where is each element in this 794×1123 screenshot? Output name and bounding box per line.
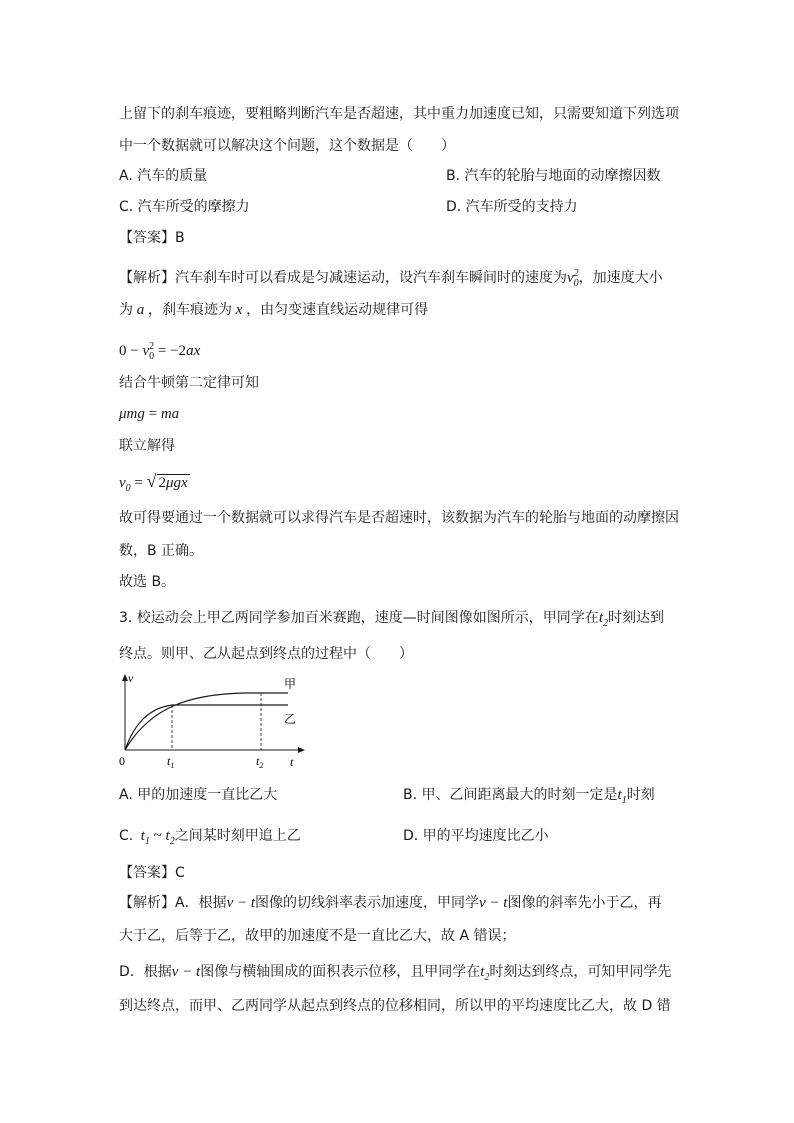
vt-graph: [110, 672, 310, 772]
v-t-symbol: v − t: [479, 895, 508, 911]
option-text: C.: [119, 828, 134, 844]
symbol-a: a: [133, 302, 148, 318]
analysis-text: A．根据: [175, 895, 227, 911]
analysis-text: D．根据: [119, 964, 172, 980]
label-yi: 乙: [284, 712, 297, 726]
option-text: 时刻: [626, 787, 655, 803]
analysis-text: ，刹车痕迹为: [148, 302, 232, 318]
t2-label: $t_2$: [256, 754, 264, 770]
analysis-text: ，由匀变速直线运动规律可得: [246, 302, 429, 318]
option-text: B. 甲、乙间距离最大的时刻一定是: [403, 787, 618, 803]
q3-option-a: A. 甲的加速度一直比乙大: [119, 787, 278, 803]
t1-label: $t_1$: [167, 754, 175, 770]
q3-analysis-d1: [119, 962, 671, 988]
q3-option-b: [403, 785, 655, 811]
v-t-symbol: v − t: [226, 895, 256, 911]
q2-analysis-line7: 故选 B。: [119, 574, 176, 590]
v0-squared: $v_0^2$: [567, 268, 579, 289]
q3-analysis-a2: 大于乙，后等于乙，故甲的加速度不是一直比乙大，故 A 错误；: [119, 928, 516, 944]
v-t-symbol: v − t: [171, 964, 201, 980]
q3-stem-text: 时刻达到: [607, 610, 664, 626]
q2-analysis-line5: 故可得要通过一个数据就可以求得汽车是否超速时，该数据为汽车的轮胎与地面的动摩擦因: [119, 510, 679, 526]
t2-symbol: $t_2$: [480, 964, 490, 983]
t1-symbol: $t_1$: [617, 787, 627, 806]
q2-option-a: A. 汽车的质量: [119, 168, 208, 184]
axis-label-t: t: [290, 755, 294, 769]
equation-2: μmg = ma: [119, 406, 180, 422]
analysis-text: 汽车刹车时可以看成是匀减速运动，设汽车刹车瞬间时的速度为: [175, 270, 567, 286]
t1-t2-range: $t_1$ ~ $t_2$: [133, 828, 175, 847]
symbol-x: x: [232, 302, 247, 318]
q2-analysis-line6: 数，B 正确。: [119, 543, 204, 559]
q2-analysis-line1: [119, 264, 663, 294]
analysis-text: 图像的切线斜率表示加速度，甲同学: [255, 895, 480, 911]
answer-label: 【答案】: [119, 865, 175, 881]
analysis-text: ，加速度大小: [578, 270, 663, 286]
q2-analysis-line4: 联立解得: [119, 438, 175, 454]
q2-option-c: C. 汽车所受的摩擦力: [119, 199, 250, 215]
t2-symbol: $t_2$: [598, 610, 608, 629]
q2-answer: [119, 228, 185, 248]
q2-option-b: B. 汽车的轮胎与地面的动摩擦因数: [446, 168, 661, 184]
q2-option-d: D. 汽车所受的支持力: [446, 199, 578, 215]
label-jia: 甲: [284, 677, 297, 691]
curve-jia: [125, 693, 288, 750]
q3-stem-text: 3. 校运动会上甲乙两同学参加百米赛跑，速度—时间图像如图所示，甲同学在: [119, 610, 599, 626]
answer-value: C: [175, 865, 185, 881]
q3-option-d: D. 甲的平均速度比乙小: [403, 828, 549, 844]
q3-answer: [119, 863, 185, 883]
axis-label-v: v: [128, 672, 134, 685]
analysis-label: 【解析】: [119, 895, 175, 911]
answer-value: B: [175, 230, 185, 246]
analysis-text: 时刻达到终点，可知甲同学先: [489, 964, 672, 980]
curve-yi: [125, 705, 288, 750]
answer-label: 【答案】: [119, 230, 175, 246]
analysis-label: 【解析】: [119, 270, 175, 286]
analysis-text: 图像的斜率先小于乙，再: [507, 895, 662, 911]
q3-stem-line2: 终点。则甲、乙从起点到终点的过程中（ ）: [119, 646, 413, 662]
q3-analysis-a1: [119, 893, 661, 913]
q2-stem-line2: 中一个数据就可以解决这个问题，这个数据是（ ）: [119, 138, 455, 154]
q2-stem-line1: 上留下的刹车痕迹，要粗略判断汽车是否超速，其中重力加速度已知，只需要知道下列选项: [119, 106, 679, 122]
q2-analysis-line2: [119, 300, 428, 320]
q2-analysis-line3: 结合牛顿第二定律可知: [119, 375, 259, 391]
equation-1: $0 - v_0^2 = -2ax$: [119, 341, 201, 362]
q3-analysis-d2: 到达终点，而甲、乙两同学从起点到终点的位移相同，所以甲的平均速度比乙大，故 D 错: [119, 998, 671, 1014]
equation-3: $v_0$ = √ 2μgx: [119, 471, 188, 494]
analysis-text: 图像与横轴围成的面积表示位移，且甲同学在: [200, 964, 481, 980]
option-text: 之间某时刻甲追上乙: [174, 828, 301, 844]
q3-stem-line1: [119, 608, 664, 634]
origin-label: 0: [119, 754, 125, 768]
analysis-text: 为: [119, 302, 133, 318]
x-axis-arrow: [298, 747, 305, 753]
q3-option-c: [119, 826, 301, 852]
